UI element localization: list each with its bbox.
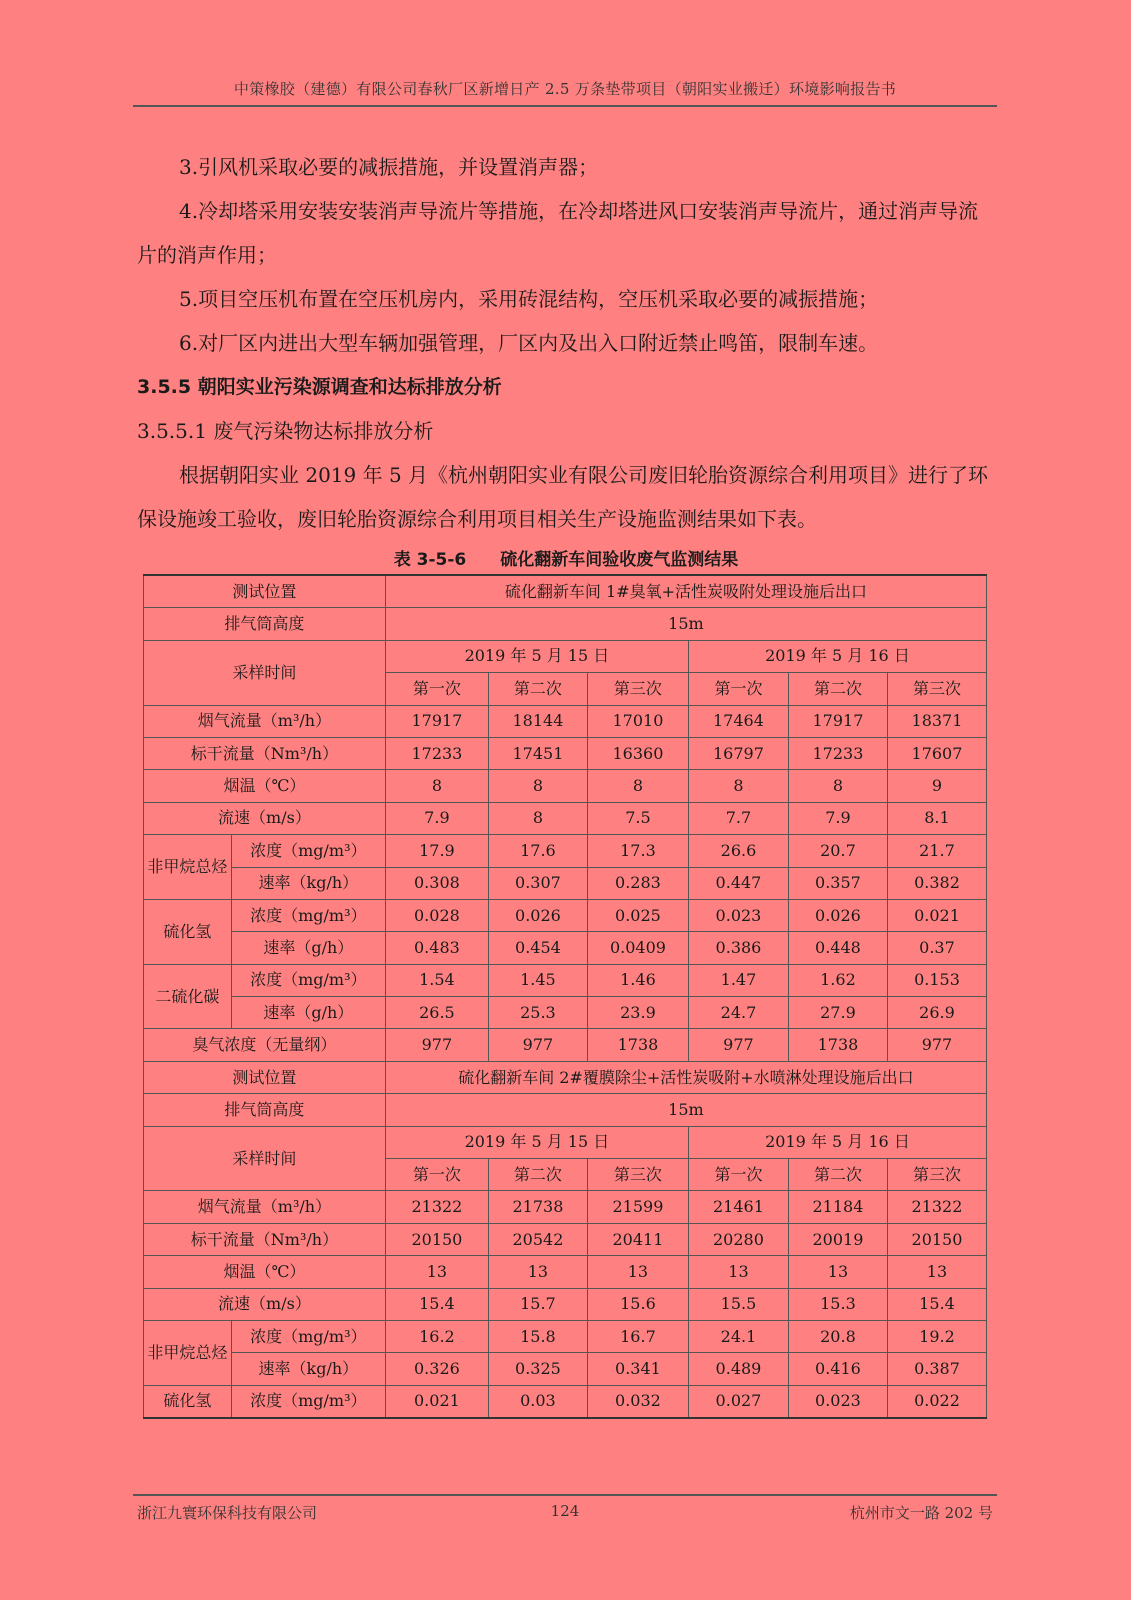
value-cell: 17.9 [385, 835, 488, 867]
value-cell: 0.025 [587, 899, 688, 931]
value-cell: 0.483 [385, 932, 488, 964]
value-cell: 17917 [788, 705, 887, 737]
table-row [144, 640, 987, 672]
row-label: 标干流量（Nm³/h） [144, 1223, 386, 1255]
value-cell: 0.386 [688, 932, 788, 964]
value-cell: 24.1 [688, 1320, 788, 1352]
value-cell: 17607 [887, 737, 986, 769]
value-cell: 17.6 [488, 835, 587, 867]
value-cell: 0.308 [385, 867, 488, 899]
value-cell: 15.8 [488, 1320, 587, 1352]
value-cell: 17233 [788, 737, 887, 769]
table-body [144, 575, 987, 1418]
value-cell: 20150 [887, 1223, 986, 1255]
value-cell: 27.9 [788, 997, 887, 1029]
value-cell: 977 [887, 1029, 986, 1061]
value-cell: 8 [688, 770, 788, 802]
value-cell: 24.7 [688, 997, 788, 1029]
value-cell: 16797 [688, 737, 788, 769]
table-row [144, 867, 987, 899]
value-cell: 23.9 [587, 997, 688, 1029]
value-cell: 0.026 [788, 899, 887, 931]
page-header: 中策橡胶（建德）有限公司春秋厂区新增日产 2.5 万条垫带项目（朝阳实业搬迁）环境影响报告书 [133, 78, 997, 107]
value-cell: 19.2 [887, 1320, 986, 1352]
intro-paragraph: 根据朝阳实业 2019 年 5 月《杭州朝阳实业有限公司废旧轮胎资源综合利用项目》进行了环保设施竣工验收，废旧轮胎资源综合利用项目相关生产设施监测结果如下表。 [137, 463, 989, 531]
run-header: 第二次 [488, 1159, 587, 1191]
value-cell: 8 [385, 770, 488, 802]
value-cell: 18371 [887, 705, 986, 737]
value-cell: 8 [587, 770, 688, 802]
run-header: 第三次 [587, 673, 688, 705]
row-label: 流速（m/s） [144, 1288, 386, 1320]
value-cell: 15.6 [587, 1288, 688, 1320]
value-cell: 17233 [385, 737, 488, 769]
param-label: 速率（kg/h） [231, 1353, 385, 1385]
value-cell: 0.021 [887, 899, 986, 931]
row-label: 臭气浓度（无量纲） [144, 1029, 386, 1061]
value-cell: 15.4 [887, 1288, 986, 1320]
value-cell: 0.489 [688, 1353, 788, 1385]
monitoring-table [143, 574, 987, 1419]
value-cell: 9 [887, 770, 986, 802]
value-cell: 21184 [788, 1191, 887, 1223]
value-cell: 0.023 [688, 899, 788, 931]
subsection-heading: 3.5.5.1 废气污染物达标排放分析 [137, 419, 434, 443]
value-cell: 0.021 [385, 1385, 488, 1418]
value-cell: 0.022 [887, 1385, 986, 1418]
value-cell: 26.6 [688, 835, 788, 867]
value-cell: 1.62 [788, 964, 887, 996]
table-row [144, 899, 987, 931]
value-cell: 0.026 [488, 899, 587, 931]
value-cell: 977 [488, 1029, 587, 1061]
value-cell: 15.3 [788, 1288, 887, 1320]
table-row [144, 1223, 987, 1255]
param-label: 浓度（mg/m³） [231, 1385, 385, 1418]
param-label: 浓度（mg/m³） [231, 1320, 385, 1352]
value-cell: 21738 [488, 1191, 587, 1223]
value-cell: 13 [587, 1256, 688, 1288]
row-label: 烟气流量（m³/h） [144, 1191, 386, 1223]
table-row [144, 705, 987, 737]
location-value: 硫化翻新车间 1#臭氧+活性炭吸附处理设施后出口 [385, 575, 986, 608]
value-cell: 0.416 [788, 1353, 887, 1385]
table-row [144, 932, 987, 964]
value-cell: 20542 [488, 1223, 587, 1255]
value-cell: 13 [887, 1256, 986, 1288]
row-label: 标干流量（Nm³/h） [144, 737, 386, 769]
value-cell: 25.3 [488, 997, 587, 1029]
row-label: 烟温（℃） [144, 770, 386, 802]
paragraph: 6.对厂区内进出大型车辆加强管理，厂区内及出入口附近禁止鸣笛，限制车速。 [179, 331, 879, 355]
table-row [144, 1061, 987, 1093]
table-row [144, 737, 987, 769]
table-row [144, 575, 987, 608]
value-cell: 977 [385, 1029, 488, 1061]
value-cell: 21322 [887, 1191, 986, 1223]
value-cell: 977 [688, 1029, 788, 1061]
value-cell: 1.46 [587, 964, 688, 996]
row-label: 排气筒高度 [144, 608, 386, 640]
table-row [144, 1191, 987, 1223]
row-label: 采样时间 [144, 640, 386, 705]
value-cell: 21461 [688, 1191, 788, 1223]
value-cell: 8 [788, 770, 887, 802]
value-cell: 20.8 [788, 1320, 887, 1352]
value-cell: 13 [788, 1256, 887, 1288]
value-cell: 13 [488, 1256, 587, 1288]
table-title: 表 3-5-6 硫化翻新车间验收废气监测结果 [393, 550, 739, 570]
value-cell: 7.9 [385, 802, 488, 834]
run-header: 第三次 [887, 1159, 986, 1191]
row-label: 排气筒高度 [144, 1094, 386, 1126]
value-cell: 15.5 [688, 1288, 788, 1320]
value-cell: 8 [488, 770, 587, 802]
param-label: 速率（g/h） [231, 932, 385, 964]
value-cell: 20411 [587, 1223, 688, 1255]
section-heading: 3.5.5 朝阳实业污染源调查和达标排放分析 [137, 376, 502, 398]
value-cell: 0.382 [887, 867, 986, 899]
param-label: 速率（kg/h） [231, 867, 385, 899]
value-cell: 20.7 [788, 835, 887, 867]
value-cell: 0.027 [688, 1385, 788, 1418]
value-cell: 17010 [587, 705, 688, 737]
run-header: 第三次 [887, 673, 986, 705]
value-cell: 0.325 [488, 1353, 587, 1385]
value-cell: 20019 [788, 1223, 887, 1255]
table-row [144, 608, 987, 640]
param-label: 浓度（mg/m³） [231, 964, 385, 996]
value-cell: 1738 [587, 1029, 688, 1061]
value-cell: 16.7 [587, 1320, 688, 1352]
pollutant-label: 二硫化碳 [144, 964, 232, 1029]
table-row [144, 1353, 987, 1385]
value-cell: 0.357 [788, 867, 887, 899]
stack-height-value: 15m [385, 1094, 986, 1126]
date-header: 2019 年 5 月 15 日 [385, 1126, 688, 1158]
value-cell: 0.283 [587, 867, 688, 899]
table-row [144, 964, 987, 996]
date-header: 2019 年 5 月 16 日 [688, 640, 986, 672]
param-label: 浓度（mg/m³） [231, 835, 385, 867]
date-header: 2019 年 5 月 16 日 [688, 1126, 986, 1158]
value-cell: 1.45 [488, 964, 587, 996]
table-row [144, 1320, 987, 1352]
table-row [144, 1029, 987, 1061]
value-cell: 0.032 [587, 1385, 688, 1418]
row-label: 流速（m/s） [144, 802, 386, 834]
run-header: 第二次 [488, 673, 587, 705]
param-label: 浓度（mg/m³） [231, 899, 385, 931]
footer-address: 杭州市文一路 202 号 [849, 1504, 993, 1522]
value-cell: 0.37 [887, 932, 986, 964]
body-text [137, 145, 995, 541]
table-row [144, 802, 987, 834]
value-cell: 17464 [688, 705, 788, 737]
table-row [144, 835, 987, 867]
date-header: 2019 年 5 月 15 日 [385, 640, 688, 672]
value-cell: 0.307 [488, 867, 587, 899]
run-header: 第三次 [587, 1159, 688, 1191]
value-cell: 1.47 [688, 964, 788, 996]
value-cell: 0.0409 [587, 932, 688, 964]
value-cell: 7.9 [788, 802, 887, 834]
value-cell: 20150 [385, 1223, 488, 1255]
value-cell: 17451 [488, 737, 587, 769]
table-row [144, 1256, 987, 1288]
stack-height-value: 15m [385, 608, 986, 640]
pollutant-label: 非甲烷总烃 [144, 835, 232, 900]
table-row [144, 1385, 987, 1418]
value-cell: 0.341 [587, 1353, 688, 1385]
paragraph: 3.引风机采取必要的减振措施，并设置消声器； [179, 155, 599, 179]
row-label: 烟气流量（m³/h） [144, 705, 386, 737]
page-number: 124 [550, 1502, 580, 1520]
value-cell: 26.9 [887, 997, 986, 1029]
value-cell: 0.326 [385, 1353, 488, 1385]
value-cell: 0.028 [385, 899, 488, 931]
value-cell: 21322 [385, 1191, 488, 1223]
row-label: 烟温（℃） [144, 1256, 386, 1288]
value-cell: 17.3 [587, 835, 688, 867]
table-row [144, 1126, 987, 1158]
value-cell: 8.1 [887, 802, 986, 834]
row-label: 测试位置 [144, 1061, 386, 1093]
value-cell: 17917 [385, 705, 488, 737]
value-cell: 1738 [788, 1029, 887, 1061]
value-cell: 0.454 [488, 932, 587, 964]
table-row [144, 997, 987, 1029]
row-label: 采样时间 [144, 1126, 386, 1191]
pollutant-label: 硫化氢 [144, 899, 232, 964]
value-cell: 0.023 [788, 1385, 887, 1418]
value-cell: 0.03 [488, 1385, 587, 1418]
value-cell: 0.387 [887, 1353, 986, 1385]
page-footer [133, 1494, 997, 1522]
pollutant-label: 硫化氢 [144, 1385, 232, 1418]
value-cell: 0.448 [788, 932, 887, 964]
footer-company: 浙江九寰环保科技有限公司 [137, 1504, 318, 1522]
location-value: 硫化翻新车间 2#覆膜除尘+活性炭吸附+水喷淋处理设施后出口 [385, 1061, 986, 1093]
paragraph: 4.冷却塔采用安装安装消声导流片等措施，在冷却塔进风口安装消声导流片，通过消声导流片的消声作用； [137, 199, 979, 267]
table-row [144, 1094, 987, 1126]
value-cell: 15.7 [488, 1288, 587, 1320]
run-header: 第一次 [385, 673, 488, 705]
run-header: 第二次 [788, 673, 887, 705]
value-cell: 26.5 [385, 997, 488, 1029]
table-row [144, 770, 987, 802]
value-cell: 0.153 [887, 964, 986, 996]
value-cell: 8 [488, 802, 587, 834]
param-label: 速率（g/h） [231, 997, 385, 1029]
value-cell: 13 [385, 1256, 488, 1288]
run-header: 第一次 [688, 673, 788, 705]
value-cell: 16360 [587, 737, 688, 769]
table-row [144, 1288, 987, 1320]
value-cell: 7.5 [587, 802, 688, 834]
run-header: 第一次 [385, 1159, 488, 1191]
value-cell: 13 [688, 1256, 788, 1288]
value-cell: 21599 [587, 1191, 688, 1223]
value-cell: 21.7 [887, 835, 986, 867]
value-cell: 1.54 [385, 964, 488, 996]
value-cell: 7.7 [688, 802, 788, 834]
value-cell: 15.4 [385, 1288, 488, 1320]
run-header: 第一次 [688, 1159, 788, 1191]
pollutant-label: 非甲烷总烃 [144, 1320, 232, 1385]
run-header: 第二次 [788, 1159, 887, 1191]
row-label: 测试位置 [144, 575, 386, 608]
value-cell: 20280 [688, 1223, 788, 1255]
paragraph: 5.项目空压机布置在空压机房内，采用砖混结构，空压机采取必要的减振措施； [179, 287, 879, 311]
value-cell: 16.2 [385, 1320, 488, 1352]
value-cell: 0.447 [688, 867, 788, 899]
value-cell: 18144 [488, 705, 587, 737]
